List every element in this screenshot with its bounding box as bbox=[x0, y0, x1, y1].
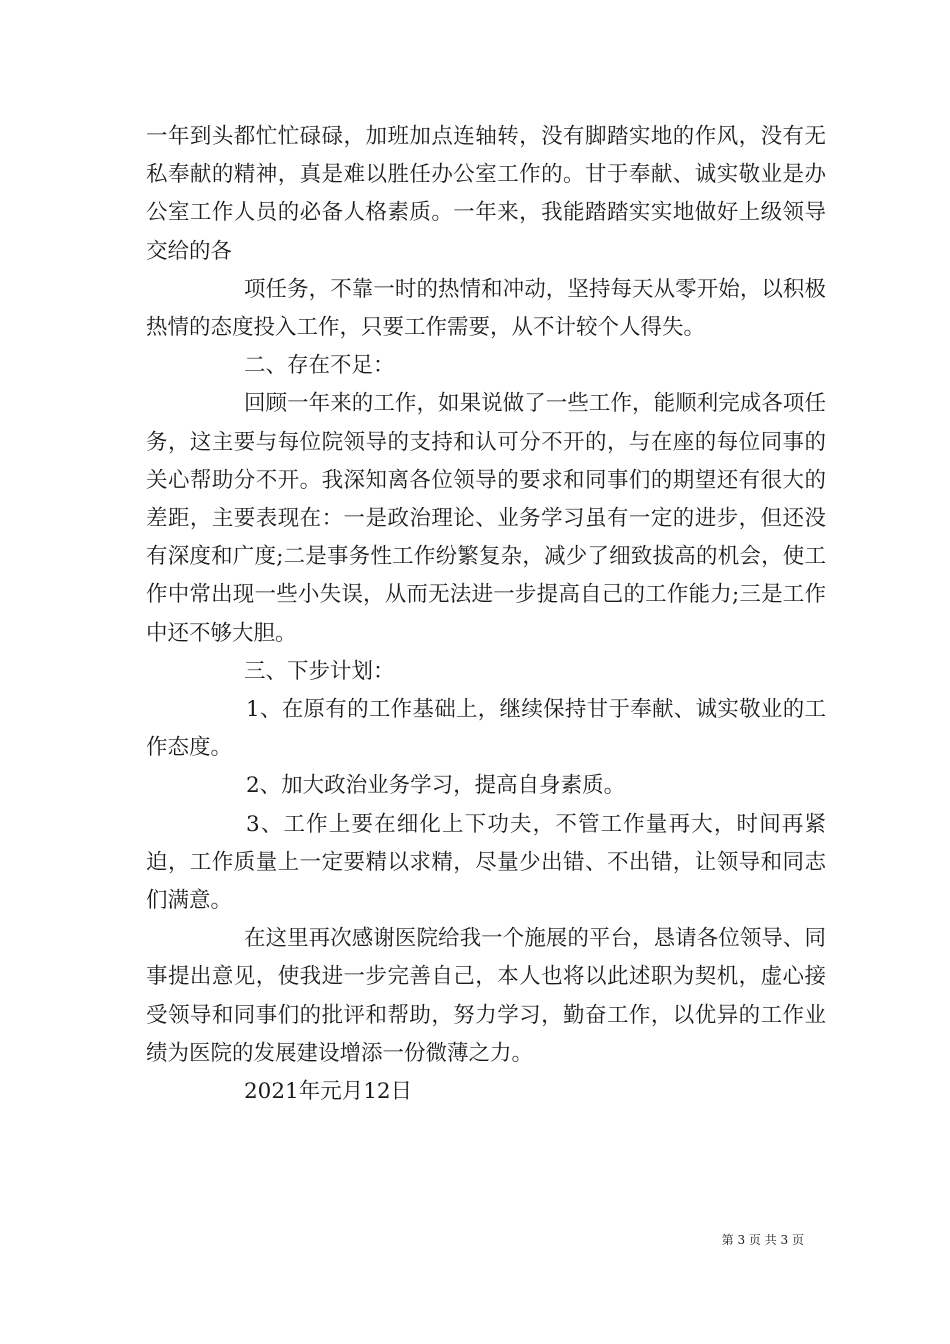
paragraph-work-attitude: 一年到头都忙忙碌碌，加班加点连轴转，没有脚踏实地的作风，没有无私奉献的精神，真是难以胜任办公室工作的。甘于奉献、诚实敬业是办公室工作人员的必备人格素质。一年来，我能踏踏实实地做好上级领导交给的各 bbox=[146, 124, 826, 264]
document-date: 2021年元月12日 bbox=[244, 1079, 413, 1105]
plan-item-3: 3、工作上要在细化上下功夫，不管工作量再大，时间再紧迫，工作质量上一定要精以求精，尽量少出错、不出错，让领导和同志们满意。 bbox=[146, 811, 826, 914]
paragraph-closing-thanks: 在这里再次感谢医院给我一个施展的平台，恳请各位领导、同事提出意见，使我进一步完善自己，本人也将以此述职为契机，虚心接受领导和同事们的批评和帮助，努力学习，勤奋工作，以优异的工作业绩为医院的发展建设增添一份微薄之力。 bbox=[146, 926, 826, 1066]
heading-shortcomings: 二、存在不足： bbox=[244, 353, 395, 379]
plan-item-2: 2、加大政治业务学习，提高自身素质。 bbox=[246, 773, 626, 799]
paragraph-tasks-continued: 项任务，不靠一时的热情和冲动，坚持每天从零开始，以积极热情的态度投入工作，只要工作需要，从不计较个人得失。 bbox=[146, 276, 826, 341]
page-number-footer: 第 3 页 共 3 页 bbox=[721, 1233, 804, 1247]
heading-next-plan: 三、下步计划： bbox=[244, 658, 395, 684]
paragraph-shortcomings: 回顾一年来的工作，如果说做了一些工作，能顺利完成各项任务，这主要与每位院领导的支持和认可分不开的，与在座的每位同事的关心帮助分不开。我深知离各位领导的要求和同事们的期望还有很大的差距，主要表现在：一是政治理论、业务学习虽有一定的进步，但还没有深度和广度;二是事务性工作纷繁复杂，减少了细致拔高的机会，使工作中常出现一些小失误，从而无法进一步提高自己的工作能力;三是工作中还不够大胆。 bbox=[146, 391, 826, 646]
plan-item-1: 1、在原有的工作基础上，继续保持甘于奉献、诚实敬业的工作态度。 bbox=[146, 697, 826, 761]
document-body bbox=[146, 118, 826, 1111]
